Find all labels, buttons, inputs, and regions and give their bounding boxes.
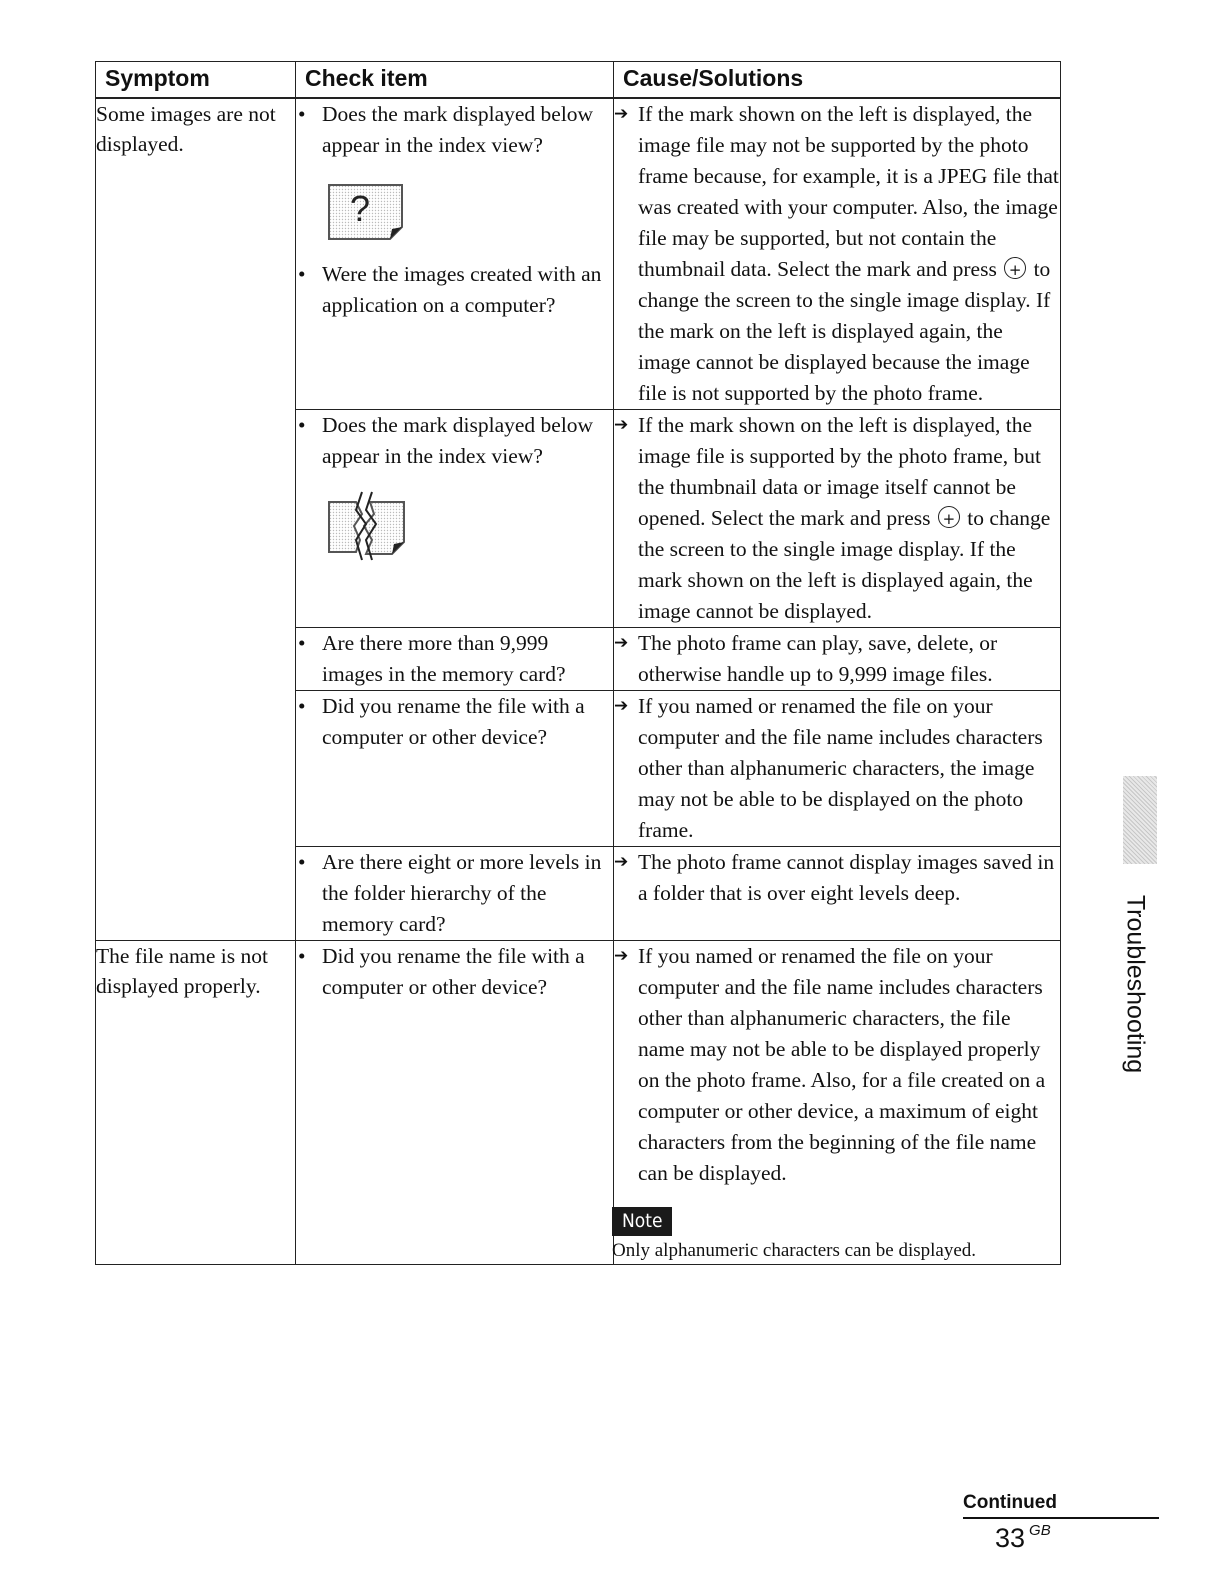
check-text: Did you rename the file with a computer or other device? [322,694,585,749]
arrow-icon: ➔ [614,104,629,124]
section-tab-marker [1123,776,1157,864]
continued-label: Continued [963,1492,1057,1513]
bullet-glyph: • [298,102,306,126]
check-text: Does the mark displayed below appear in the index view? [322,102,594,157]
note-badge: Note [612,1207,672,1236]
cause-text: The photo frame cannot display images saved in a folder that is over eight levels deep. [638,850,1055,905]
page-number [995,1522,1051,1554]
check-cell [296,691,614,847]
header-symptom: Symptom [96,62,296,99]
page-number-value: 33 [995,1523,1026,1553]
bullet-glyph: • [298,850,306,874]
page-number-suffix: GB [1029,1522,1051,1539]
table-header-row [96,62,1061,99]
arrow-icon: ➔ [614,852,629,872]
cause-cell [614,628,1061,691]
section-label [1080,894,1150,1074]
check-text: Does the mark displayed below appear in the index view? [322,413,594,468]
check-text: Are there more than 9,999 images in the memory card? [322,631,566,686]
cause-text: to change the screen to the single image display. If the mark on the left is displayed again, the image cannot be displayed because the image file is not supported by the photo frame. [638,257,1051,405]
cause-text: The photo frame can play, save, delete, or otherwise handle up to 9,999 image files. [638,631,998,686]
troubleshooting-table [95,61,1061,1265]
header-cause-solutions: Cause/Solutions [614,62,1061,99]
bullet-glyph: • [298,944,306,968]
cause-cell [614,98,1061,410]
check-text: Were the images created with an application on a computer? [322,262,602,317]
note-text: Only alphanumeric characters can be displayed. [612,1240,977,1261]
arrow-icon: ➔ [614,696,629,716]
bullet-glyph: • [298,631,306,655]
arrow-icon: ➔ [614,633,629,653]
enter-button-icon [1004,257,1026,279]
table-row [96,98,1061,410]
check-cell [296,847,614,941]
bullet-glyph: • [298,413,306,437]
cause-cell [614,691,1061,847]
continued-rule [963,1517,1159,1519]
header-check-item: Check item [296,62,614,99]
enter-button-icon [938,506,960,528]
check-text: Did you rename the file with a computer or other device? [322,944,585,999]
cause-text: If the mark shown on the left is displayed, the image file is supported by the photo frame, but the thumbnail data or image itself cannot be opened. Select the mark and press [638,413,1042,530]
check-cell [296,628,614,691]
check-text: Are there eight or more levels in the folder hierarchy of the memory card? [322,850,602,936]
cause-cell [614,941,1061,1265]
arrow-icon: ➔ [614,415,629,435]
cause-text: If you named or renamed the file on your computer and the file name includes characters other than alphanumeric characters, the file name may not be able to be displayed properly on the photo frame. Also, for a file created on a computer or other device, a maximum of eight characters from the beginning of the file name can be displayed. [638,944,1046,1185]
check-cell [296,410,614,628]
bullet-glyph: • [298,262,306,286]
check-cell [296,941,614,1265]
symptom-cell [96,98,296,941]
table-row [96,941,1061,1265]
symptom-text: Some images are not displayed. [96,102,276,156]
symptom-text: The file name is not displayed properly. [96,944,268,998]
question-file-mark-icon [326,179,410,243]
cause-cell [614,410,1061,628]
cause-cell [614,847,1061,941]
section-label-text: Troubleshooting [1121,894,1150,1074]
check-cell [296,98,614,410]
cause-text: If you named or renamed the file on your computer and the file name includes characters other than alphanumeric characters, the image may not be able to be displayed on the photo frame. [638,694,1043,842]
arrow-icon: ➔ [614,946,629,966]
broken-file-mark-icon [326,490,410,562]
symptom-cell [96,941,296,1265]
bullet-glyph: • [298,694,306,718]
svg-text:?: ? [349,188,371,229]
cause-text: to change the screen to the single image display. If the mark shown on the left is displayed again, the image cannot be displayed. [638,506,1051,623]
cause-text: If the mark shown on the left is displayed, the image file may not be supported by the photo frame because, for example, it is a JPEG file that was created with your computer. Also, the image file may be supported, but not contain the thumbnail data. Select the mark and press [638,102,1059,281]
